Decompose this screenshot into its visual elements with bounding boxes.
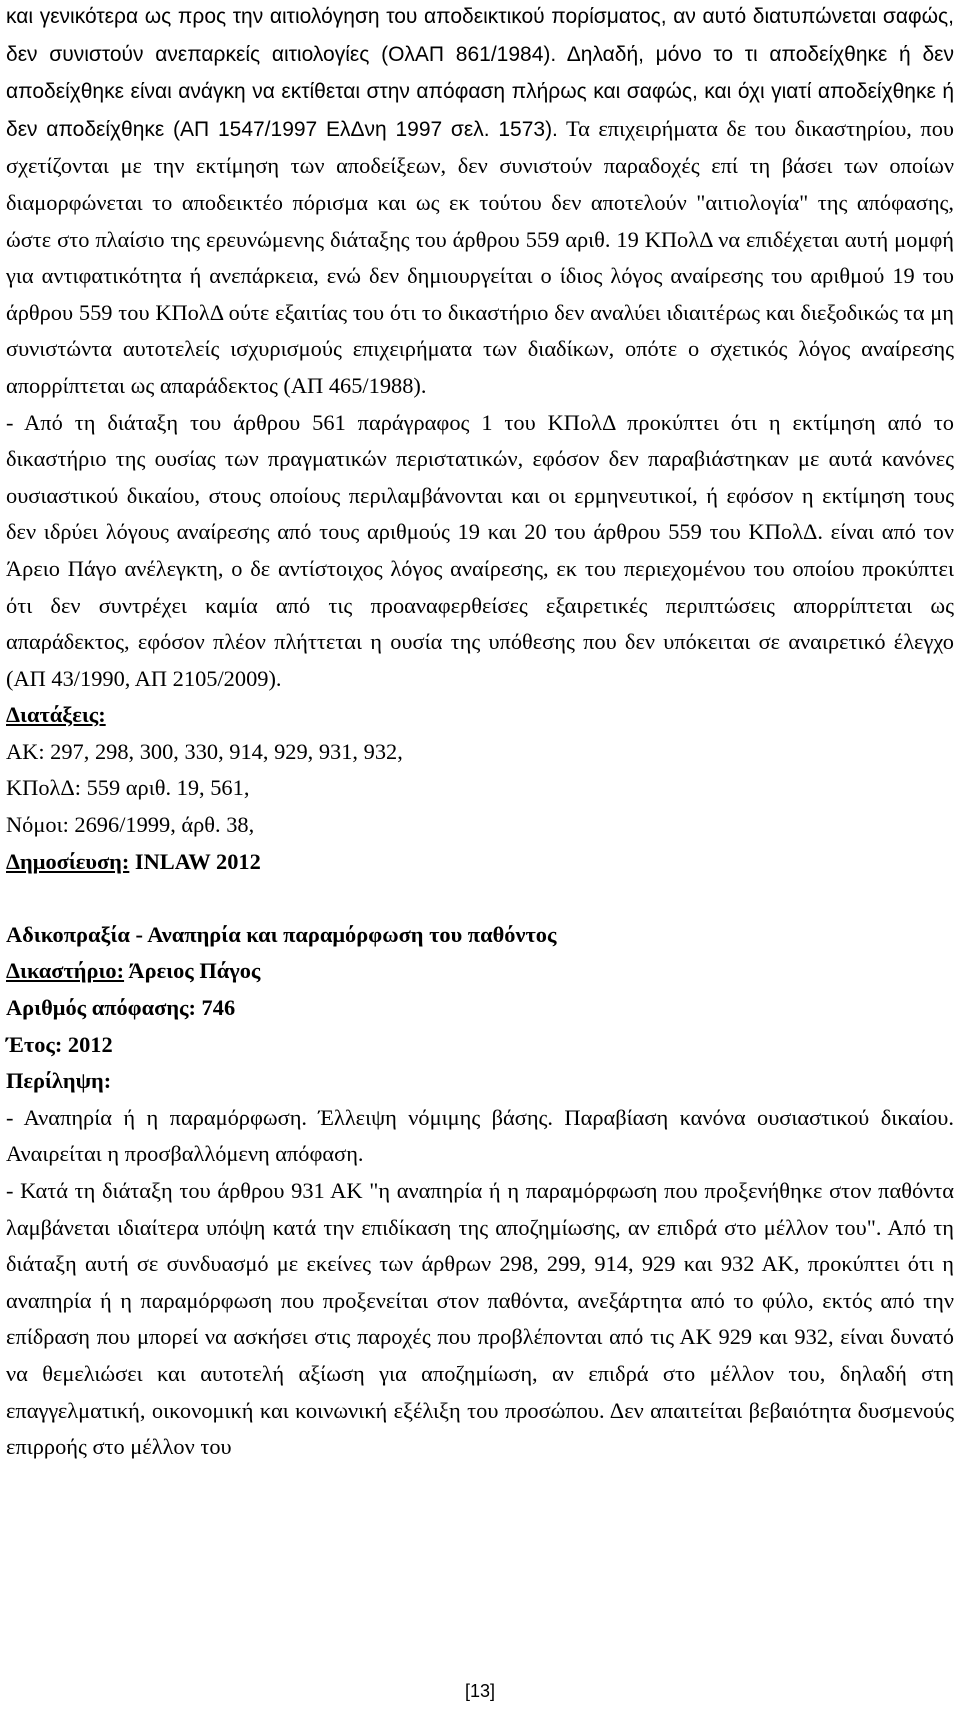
- publication-value: INLAW 2012: [129, 848, 261, 874]
- provisions-heading-line: [6, 697, 954, 734]
- publication-label: Δημοσίευση:: [6, 848, 130, 874]
- blank-line: [6, 880, 954, 917]
- decision-number-label: Αριθμός απόφασης:: [6, 995, 196, 1021]
- decision-number-line: [6, 990, 954, 1027]
- provisions-line-1: ΑΚ: 297, 298, 300, 330, 914, 929, 931, 932,: [6, 738, 403, 764]
- case-title: Αδικοπραξία - Αναπηρία και παραμόρφωση του παθόντος: [6, 921, 557, 947]
- year-label: Έτος:: [6, 1031, 63, 1057]
- paragraph-article-561: - Από τη διάταξη του άρθρου 561 παράγραφος 1 του ΚΠολΔ προκύπτει ότι η εκτίμηση από το δικαστήριο της ουσίας των πραγματικών περιστατικών, εφόσον δεν παραβιάστηκαν με αυτά κανόνες ουσιαστικού δικαίου, στους οποίους περιλαμβάνονται και οι ερμηνευτικοί, ή εφόσον η εκτίμηση τους δεν ιδρύει λόγους αναίρεσης από τους αριθμούς 19 και 20 του άρθρου 559 του ΚΠολΔ. είναι από τον Άρειο Πάγο ανέλεγκτη, ο δε αντίστοιχος λόγος αναίρεσης, εκ του περιεχομένου του οποίου προκύπτει ότι δεν συντρέχει καμία από τις προαναφερθείσες εξαιρετικές περιπτώσεις απορρίπτεται ως απαράδεκτος, εφόσον πλέον πλήττεται η ουσία της υπόθεσης που δεν υπόκειται σε αναιρετικό έλεγχο (ΑΠ 43/1990, ΑΠ 2105/2009).: [6, 409, 954, 691]
- court-line: [6, 953, 954, 990]
- court-label: Δικαστήριο:: [6, 958, 125, 984]
- court-value: Άρειος Πάγος: [124, 958, 261, 984]
- summary-paragraph-1: - Αναπηρία ή η παραμόρφωση. Έλλειψη νόμιμης βάσης. Παραβίαση κανόνα ουσιαστικού δικαίου. Αναιρείται η προσβαλλόμενη απόφαση.: [6, 1104, 954, 1167]
- summary-heading: Περίληψη:: [6, 1068, 112, 1094]
- paragraph-reasoning-part2: Τα επιχειρήματα δε του δικαστηρίου, που σχετίζονται με την εκτίμηση των αποδείξεων, δεν συνιστούν παραδοχές επί τη βάσει των οποίων διαμορφώνεται το αποδεικτέο πόρισμα και ως εκ τούτου δεν αποτελούν "αιτιολογία" της απόφασης, ώστε στο πλαίσιο της ερευνώμενης διάταξης του άρθρου 559 αριθ. 19 ΚΠολΔ να επιδέχεται αυτή μομφή για αντιφατικότητα ή ανεπάρκεια, ενώ δεν δημιουργείται ο ίδιος λόγος αναίρεσης του αριθμού 19 του άρθρου 559 του ΚΠολΔ ούτε εξαιτίας του ότι το δικαστήριο δεν αναλύει ιδιαιτέρως και διεξοδικώς τα μη συνιστώντα αυτοτελείς ισχυρισμούς επιχειρήματα των διαδίκων, οπότε ο σχετικός λόγος αναίρεσης απορρίπτεται ως απαράδεκτος (ΑΠ 465/1988).: [6, 115, 954, 398]
- publication-line: [6, 844, 954, 881]
- year-value: 2012: [62, 1031, 113, 1057]
- summary-paragraph-2: - Κατά τη διάταξη του άρθρου 931 ΑΚ "η αναπηρία ή η παραμόρφωση που προξενήθηκε στον παθόντα λαμβάνεται ιδιαίτερα υπόψη κατά την επιδίκαση της αποζημίωσης, αν επιδρά στο μέλλον του". Από τη διάταξη αυτή σε συνδυασμό με εκείνες των άρθρων 298, 299, 914, 929 και 932 ΑΚ, προκύπτει ότι η αναπηρία ή η παραμόρφωση που προξενείται στον παθόντα, ανεξάρτητα από το φύλο, εκτός από την επίδραση που μπορεί να ασκήσει στις παροχές που προβλέπονται από τις ΑΚ 929 και 932, είναι δυνατό να θεμελιώσει και αυτοτελή αξίωση για αποζημίωση, αν επιδρά στο μέλλον του, δηλαδή στη επαγγελματική, οικονομική και κοινωνική εξέλιξη του προσώπου. Δεν απαιτείται βεβαιότητα δυσμενούς επιρροής στο μέλλον του: [6, 1178, 954, 1460]
- provisions-line-2: ΚΠολΔ: 559 αριθ. 19, 561,: [6, 775, 250, 801]
- page-number: [13]: [464, 1681, 496, 1701]
- provisions-heading: Διατάξεις:: [6, 702, 106, 728]
- document-body: [6, 0, 954, 1466]
- year-line: [6, 1027, 954, 1064]
- provisions-line-3: Νόμοι: 2696/1999, άρθ. 38,: [6, 812, 255, 838]
- paragraph-reasoning: [6, 0, 954, 405]
- paragraph-reasoning-part1: και γενικότερα ως προς την αιτιολόγηση του αποδεικτικού πορίσματος, αν αυτό διατυπώνεται σαφώς, δεν συνιστούν ανεπαρκείς αιτιολογίες (ΟλΑΠ 861/1984). Δηλαδή, μόνο το τι αποδείχθηκε ή δεν αποδείχθηκε είναι ανάγκη να εκτίθεται στην απόφαση πλήρως και σαφώς, και όχι γιατί αποδείχθηκε ή δεν αποδείχθηκε (ΑΠ 1547/1997 ΕλΔνη 1997 σελ. 1573).: [6, 5, 954, 141]
- decision-number-value: 746: [195, 995, 236, 1021]
